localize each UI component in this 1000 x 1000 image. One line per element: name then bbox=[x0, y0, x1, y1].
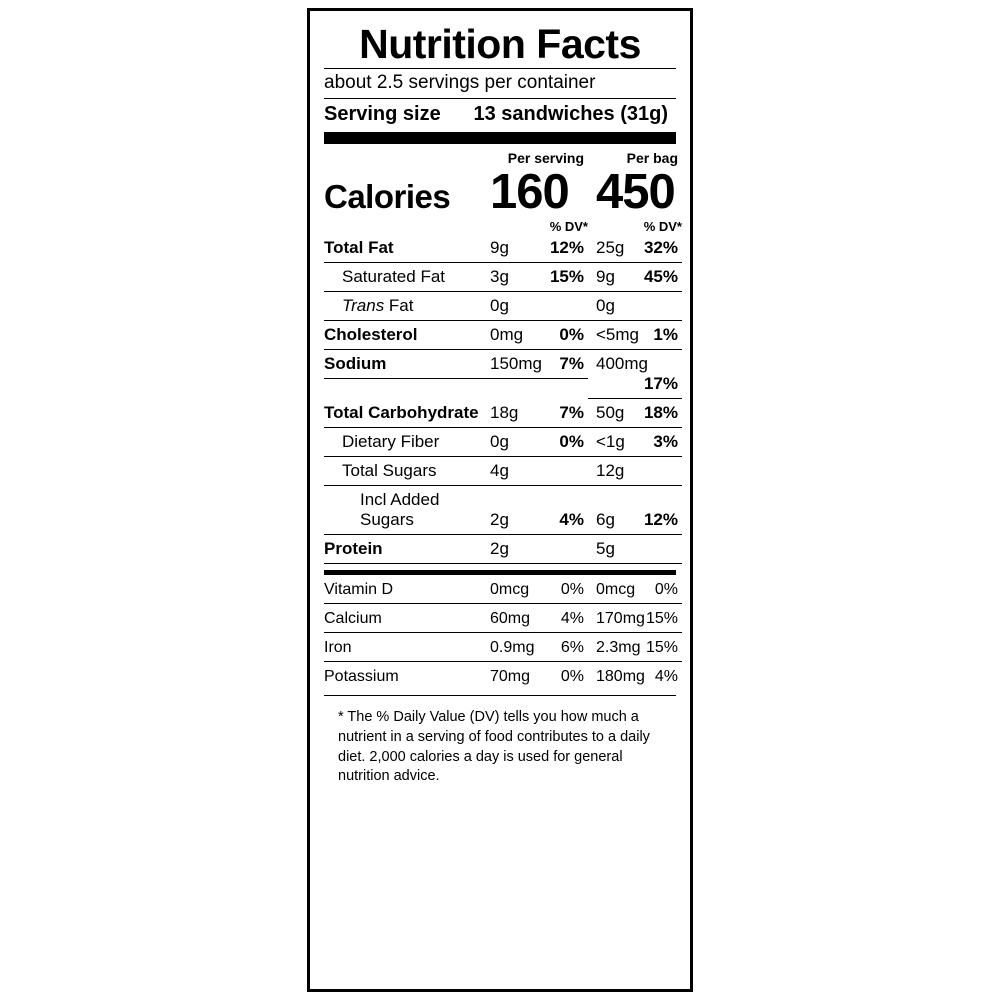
nutrient-per-serving bbox=[482, 354, 588, 379]
nutrient-per-serving bbox=[482, 296, 588, 321]
servings-per-container: about 2.5 servings per container bbox=[324, 72, 596, 94]
dv-header-serving-cell bbox=[482, 219, 588, 234]
nutrient-serving-dv: 7% bbox=[559, 354, 584, 374]
vitamin-serving-amount: 60mg bbox=[490, 610, 531, 628]
vitamin-bag-dv: 4% bbox=[654, 668, 678, 686]
vitamin-per-serving bbox=[482, 668, 588, 690]
vitamin-per-serving bbox=[482, 639, 588, 662]
nutrient-bag-dv: 1% bbox=[653, 325, 678, 345]
vitamin-bag-amount: 0mcg bbox=[596, 581, 636, 599]
dv-header-serving: % DV* bbox=[549, 219, 588, 235]
nutrient-serving-dv: 7% bbox=[559, 403, 584, 423]
nutrient-serving-amount: 4g bbox=[490, 461, 509, 481]
vitamin-bag-amount: 170mg bbox=[596, 610, 645, 628]
table-row bbox=[324, 577, 676, 606]
divider-before-footnote bbox=[324, 695, 676, 696]
nutrient-bag-dv: 18% bbox=[643, 403, 678, 423]
nutrient-name: Total Fat bbox=[324, 238, 482, 263]
nutrient-bag-amount: 0g bbox=[596, 296, 615, 316]
nutrient-name: Saturated Fat bbox=[324, 267, 482, 292]
nutrient-bag-dv: 32% bbox=[643, 238, 678, 258]
nutrient-name: Incl Added Sugars bbox=[324, 490, 482, 535]
nutrient-per-bag bbox=[588, 510, 682, 535]
column-header-per-bag: Per bag bbox=[626, 149, 678, 166]
nutrient-bag-amount: 9g bbox=[596, 267, 615, 287]
table-row bbox=[324, 535, 676, 564]
table-row bbox=[324, 263, 676, 292]
nutrient-name: Trans Fat bbox=[324, 296, 482, 321]
nutrient-per-serving bbox=[482, 325, 588, 350]
table-row bbox=[324, 292, 676, 321]
dv-header-bag-cell bbox=[588, 219, 682, 234]
nutrient-per-serving bbox=[482, 403, 588, 428]
vitamin-serving-dv: 0% bbox=[560, 581, 584, 599]
nutrient-serving-dv: 12% bbox=[549, 238, 584, 258]
vitamin-serving-amount: 0mcg bbox=[490, 581, 530, 599]
serving-size-label: Serving size bbox=[324, 102, 441, 125]
nutrient-per-bag bbox=[588, 296, 682, 321]
nutrient-bag-amount: 25g bbox=[596, 238, 625, 258]
nutrient-bag-dv: 12% bbox=[643, 510, 678, 530]
vitamin-name: Vitamin D bbox=[324, 581, 482, 604]
vitamin-per-serving bbox=[482, 610, 588, 633]
nutrient-name: Total Carbohydrate bbox=[324, 403, 482, 428]
vitamin-rows bbox=[324, 577, 676, 693]
nutrient-per-serving bbox=[482, 238, 588, 263]
nutrient-serving-amount: 0g bbox=[490, 296, 509, 316]
vitamin-serving-amount: 70mg bbox=[490, 668, 531, 686]
column-header-per-serving: Per serving bbox=[507, 149, 584, 166]
vitamin-bag-amount: 180mg bbox=[596, 668, 645, 686]
nutrient-per-serving bbox=[482, 267, 588, 292]
calories-row bbox=[324, 164, 676, 219]
nutrient-bag-dv: 3% bbox=[653, 432, 678, 452]
nutrient-bag-dv: 45% bbox=[643, 267, 678, 287]
nutrient-per-serving bbox=[482, 461, 588, 486]
calories-label: Calories bbox=[324, 178, 451, 216]
nutrient-bag-amount: 6g bbox=[596, 510, 615, 530]
nutrient-bag-amount: 50g bbox=[596, 403, 625, 423]
vitamin-bag-dv: 15% bbox=[645, 610, 678, 628]
vitamin-per-bag bbox=[588, 581, 682, 604]
nutrient-per-bag bbox=[588, 403, 682, 428]
vitamin-serving-dv: 6% bbox=[560, 639, 584, 657]
nutrient-name: Dietary Fiber bbox=[324, 432, 482, 457]
vitamin-serving-dv: 0% bbox=[560, 668, 584, 686]
nutrient-bag-amount: <5mg bbox=[596, 325, 639, 345]
vitamin-per-bag bbox=[588, 639, 682, 662]
vitamin-per-bag bbox=[588, 610, 682, 633]
nutrient-per-serving bbox=[482, 432, 588, 457]
nutrient-rows bbox=[324, 234, 676, 564]
nutrient-name: Protein bbox=[324, 539, 482, 564]
nutrient-serving-amount: 18g bbox=[490, 403, 519, 423]
nutrient-serving-dv: 0% bbox=[559, 325, 584, 345]
serving-size-value: 13 sandwiches (31g) bbox=[473, 102, 668, 125]
divider-thick-top bbox=[324, 132, 676, 144]
nutrition-facts-panel bbox=[307, 8, 693, 992]
nutrient-serving-amount: 150mg bbox=[490, 354, 542, 374]
nutrition-facts-inner bbox=[324, 19, 682, 981]
nutrient-per-bag bbox=[588, 325, 682, 350]
nutrient-per-bag bbox=[588, 267, 682, 292]
table-row bbox=[324, 486, 676, 535]
vitamin-name: Potassium bbox=[324, 668, 399, 686]
nutrient-per-serving bbox=[482, 510, 588, 535]
table-row bbox=[324, 664, 676, 693]
table-row bbox=[324, 399, 676, 428]
footnote: * The % Daily Value (DV) tells you how much a nutrient in a serving of food contributes to a daily diet. 2,000 calories a day is used for general nutrition advice. bbox=[338, 709, 650, 785]
nutrient-per-bag bbox=[588, 238, 682, 263]
nutrient-name: Total Sugars bbox=[324, 461, 482, 486]
calories-per-serving: 160 bbox=[490, 164, 569, 219]
nutrient-serving-amount: 2g bbox=[490, 539, 509, 559]
divider-before-vitamins bbox=[324, 570, 676, 575]
divider-under-title bbox=[324, 68, 676, 69]
nutrient-serving-dv: 15% bbox=[549, 267, 584, 287]
vitamin-serving-dv: 4% bbox=[560, 610, 584, 628]
nutrient-serving-amount: 2g bbox=[490, 510, 509, 530]
nutrient-per-bag bbox=[588, 539, 682, 564]
column-header-row bbox=[324, 144, 676, 167]
nutrient-serving-amount: 3g bbox=[490, 267, 509, 287]
vitamin-per-serving bbox=[482, 581, 588, 604]
nutrient-per-bag bbox=[588, 461, 682, 486]
serving-size-row bbox=[324, 101, 676, 129]
table-row bbox=[324, 350, 676, 399]
nutrient-per-bag bbox=[588, 354, 682, 399]
page-title: Nutrition Facts bbox=[359, 21, 641, 67]
nutrient-serving-amount: 0mg bbox=[490, 325, 524, 345]
table-row bbox=[324, 606, 676, 635]
vitamin-name: Iron bbox=[324, 639, 482, 662]
nutrient-bag-amount: 12g bbox=[596, 461, 625, 481]
nutrient-bag-amount: 400mg bbox=[596, 354, 648, 374]
nutrient-serving-amount: 9g bbox=[490, 238, 509, 258]
nutrient-name: Sodium bbox=[324, 354, 482, 379]
nutrient-name: Cholesterol bbox=[324, 325, 482, 350]
nutrient-per-bag bbox=[588, 432, 682, 457]
vitamin-per-bag bbox=[588, 668, 682, 690]
nutrient-serving-amount: 0g bbox=[490, 432, 509, 452]
vitamin-name: Calcium bbox=[324, 610, 482, 633]
vitamin-bag-dv: 15% bbox=[645, 639, 678, 657]
table-row bbox=[324, 457, 676, 486]
table-row bbox=[324, 321, 676, 350]
table-row bbox=[324, 635, 676, 664]
table-row bbox=[324, 428, 676, 457]
vitamin-bag-dv: 0% bbox=[654, 581, 678, 599]
divider-under-servings bbox=[324, 98, 676, 99]
nutrient-bag-amount: 5g bbox=[596, 539, 615, 559]
nutrient-bag-dv: 17% bbox=[643, 374, 678, 394]
vitamin-serving-amount: 0.9mg bbox=[490, 639, 535, 657]
calories-per-bag: 450 bbox=[596, 164, 675, 219]
nutrient-serving-dv: 0% bbox=[559, 432, 584, 452]
dv-header-bag: % DV* bbox=[643, 219, 682, 235]
nutrient-serving-dv: 4% bbox=[559, 510, 584, 530]
nutrient-per-serving bbox=[482, 539, 588, 564]
nutrient-bag-amount: <1g bbox=[596, 432, 625, 452]
table-row bbox=[324, 234, 676, 263]
vitamin-bag-amount: 2.3mg bbox=[596, 639, 641, 657]
